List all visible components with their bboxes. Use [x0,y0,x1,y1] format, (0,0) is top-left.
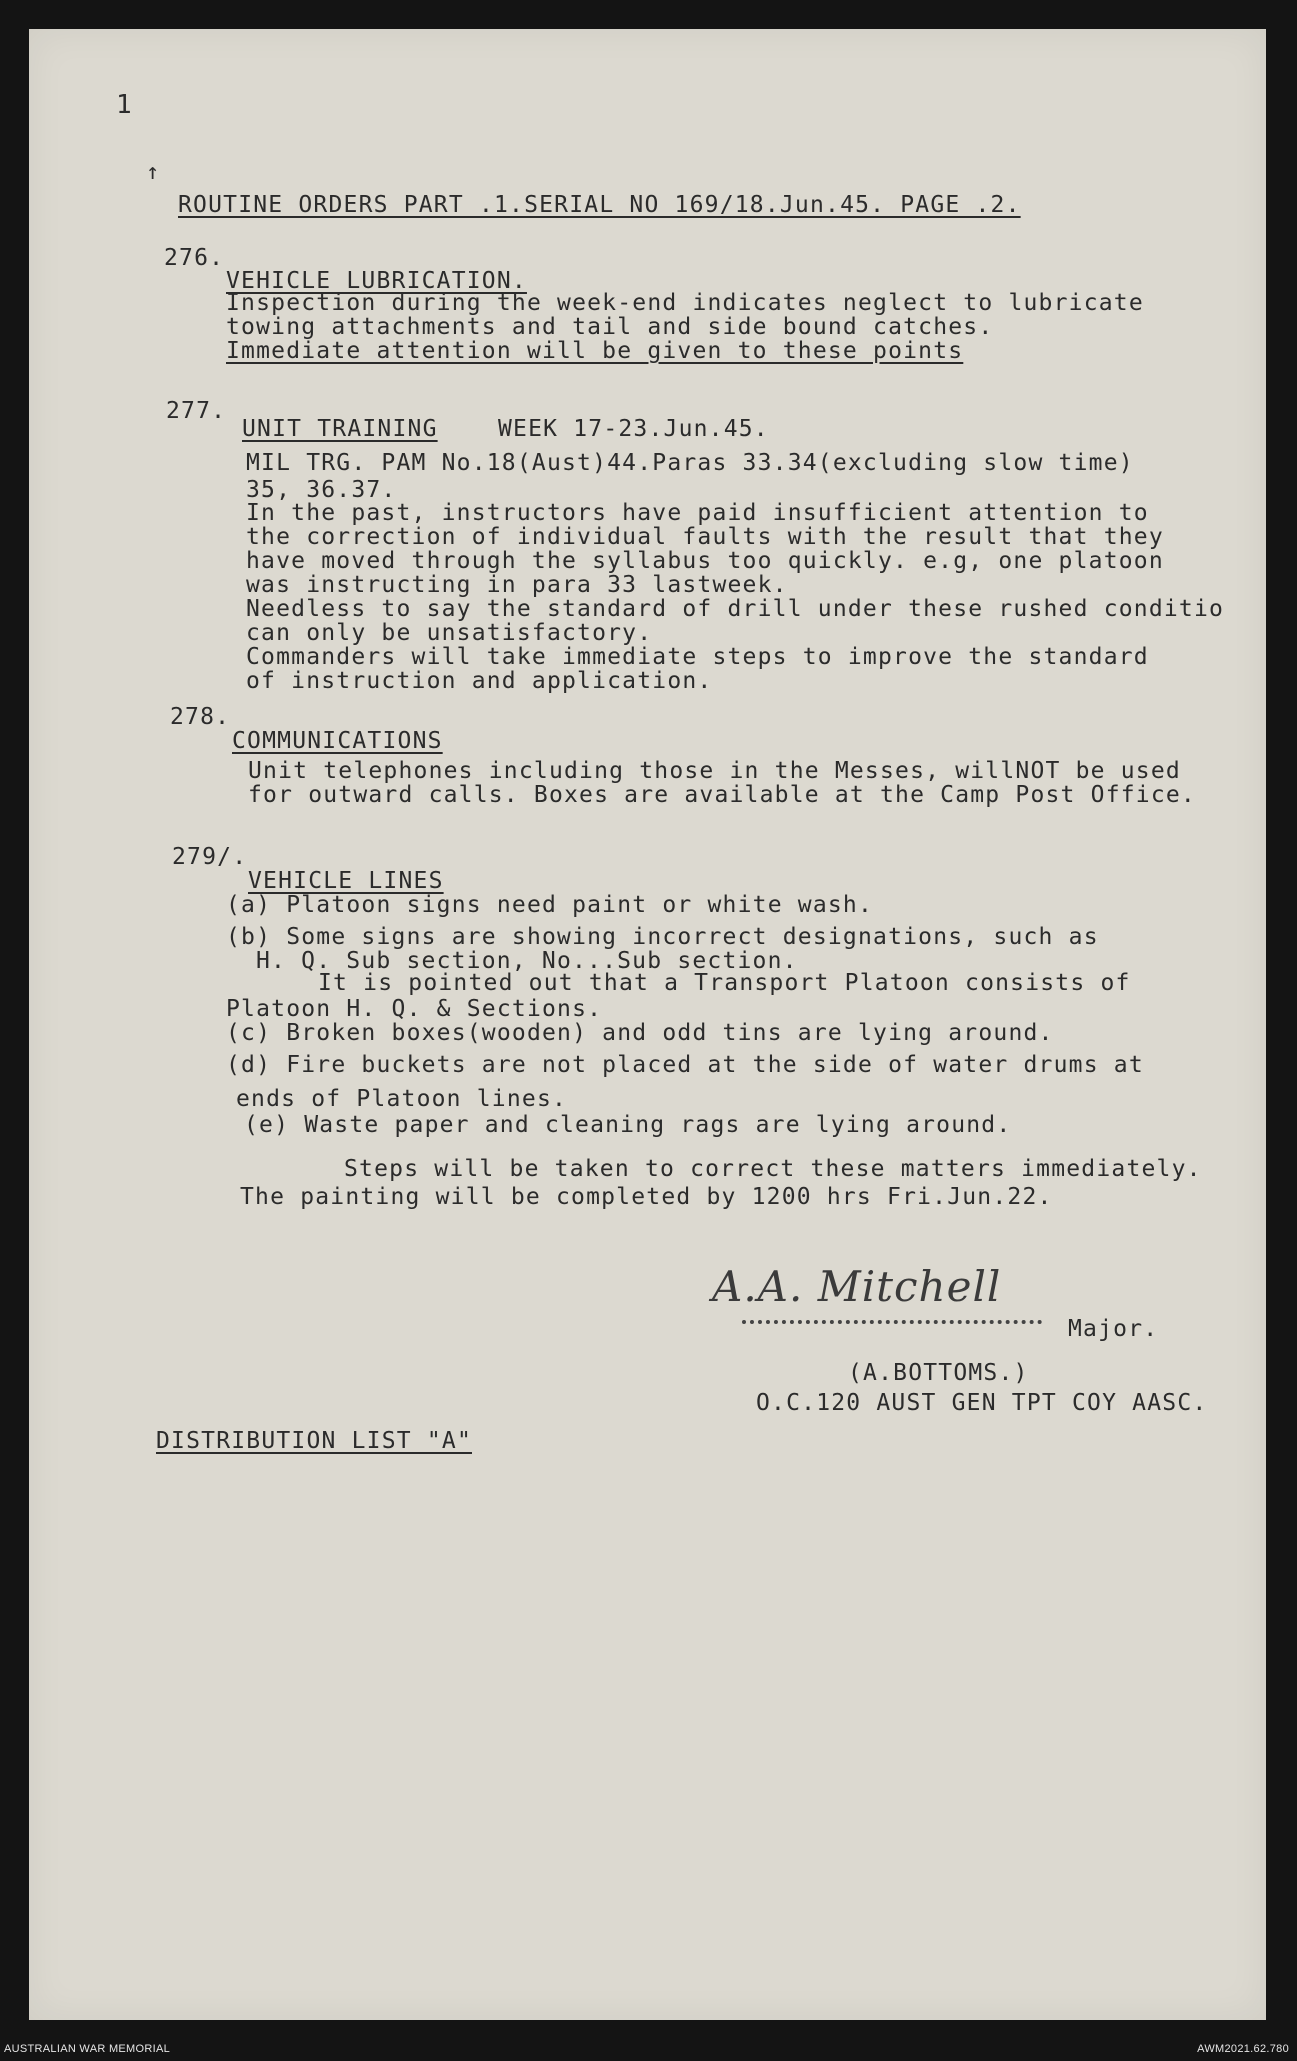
section-heading: UNIT TRAINING [242,416,438,442]
section-line: was instructing in para 33 lastweek. [246,572,788,598]
section-line: of instruction and application. [246,668,713,694]
section-line: (a) Platoon signs need paint or white wash. [226,892,874,918]
section-line: (d) Fire buckets are not placed at the side of water drums at [226,1052,1144,1078]
section-line: ends of Platoon lines. [236,1086,568,1112]
page-header: ROUTINE ORDERS PART .1.SERIAL NO 169/18.Jun.45. PAGE .2. [178,192,1021,218]
section-line: for outward calls. Boxes are available at the Camp Post Office. [248,782,1196,808]
section-line: the correction of individual faults with the result that they [246,524,1164,550]
section-line: 35, 36.37. [246,477,397,503]
tick-mark: ↑ [146,160,161,185]
signature-rank: Major. [1068,1316,1159,1342]
section-line: Immediate attention will be given to these points [226,338,964,364]
section-line: Inspection during the week-end indicates neglect to lubricate [226,290,1144,316]
section-number: 277. [166,398,227,424]
section-line: Unit telephones including those in the Messes, willNOT be used [248,758,1181,784]
section-heading: VEHICLE LINES [248,868,444,894]
section-line: Needless to say the standard of drill under these rushed conditio [246,596,1225,622]
section-line: (c) Broken boxes(wooden) and odd tins are lying around. [226,1020,1054,1046]
section-line: MIL TRG. PAM No.18(Aust)44.Paras 33.34(excluding slow time) [246,450,1134,476]
section-line: (b) Some signs are showing incorrect designations, such as [226,924,1099,950]
section-number: 279/. [172,844,248,870]
section-heading: VEHICLE LUBRICATION. [226,268,527,294]
section-number: 276. [164,245,225,271]
section-line: In the past, instructors have paid insufficient attention to [246,500,1149,526]
archive-footer-right: AWM2021.62.780 [1197,2043,1289,2055]
section-line: can only be unsatisfactory. [246,620,653,646]
corner-mark: 1 [116,90,133,120]
archive-footer-left: AUSTRALIAN WAR MEMORIAL [4,2043,171,2055]
section-heading-extra: WEEK 17-23.Jun.45. [498,416,769,442]
signature-dotted-line [742,1316,1042,1324]
section-heading: COMMUNICATIONS [232,728,443,754]
section-line: Commanders will take immediate steps to improve the standard [246,644,1149,670]
signature-title: O.C.120 AUST GEN TPT COY AASC. [756,1390,1208,1416]
signature-name: (A.BOTTOMS.) [848,1360,1029,1386]
section-line: H. Q. Sub section, No...Sub section. [256,948,798,974]
handwritten-signature: A.A. Mitchell [712,1262,1002,1311]
section-line: have moved through the syllabus too quickly. e.g, one platoon [246,548,1164,574]
section-line: (e) Waste paper and cleaning rags are lying around. [244,1112,1012,1138]
distribution-list: DISTRIBUTION LIST "A" [156,1428,472,1454]
section-number: 278. [170,704,231,730]
section-line: It is pointed out that a Transport Platoon consists of [318,970,1131,996]
section-line: Steps will be taken to correct these matters immediately. [344,1156,1202,1182]
section-line: Platoon H. Q. & Sections. [226,996,603,1022]
section-line: The painting will be completed by 1200 hrs Fri.Jun.22. [240,1184,1053,1210]
section-line: towing attachments and tail and side bound catches. [226,314,994,340]
